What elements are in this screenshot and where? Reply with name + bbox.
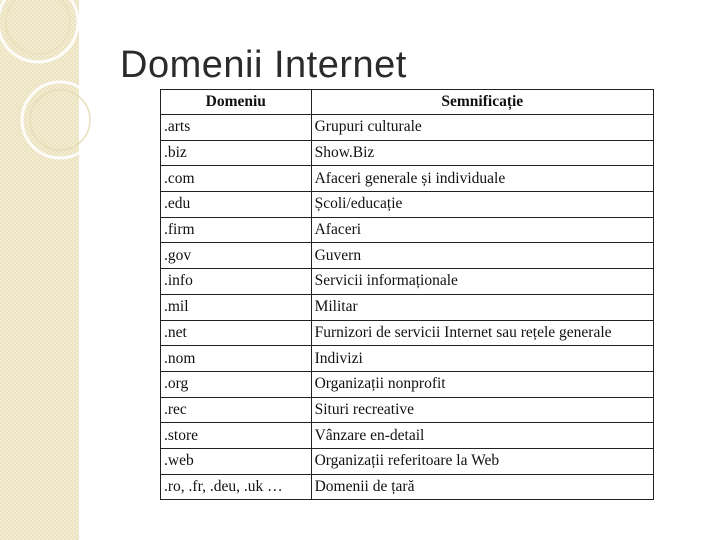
domain-cell: .store bbox=[161, 423, 312, 449]
domain-cell: .com bbox=[161, 166, 312, 192]
domain-cell: .gov bbox=[161, 243, 312, 269]
meaning-cell: Militar bbox=[311, 294, 653, 320]
meaning-cell: Guvern bbox=[311, 243, 653, 269]
domain-cell: .net bbox=[161, 320, 312, 346]
table-row bbox=[161, 140, 654, 166]
table-row bbox=[161, 474, 654, 500]
meaning-cell: Furnizori de servicii Internet sau rețele generale bbox=[311, 320, 653, 346]
table-row bbox=[161, 192, 654, 218]
meaning-cell: Show.Biz bbox=[311, 140, 653, 166]
table-row bbox=[161, 448, 654, 474]
domain-cell: .arts bbox=[161, 115, 312, 141]
domains-table bbox=[160, 89, 654, 500]
domain-cell: .edu bbox=[161, 192, 312, 218]
meaning-cell: Grupuri culturale bbox=[311, 115, 653, 141]
table-row bbox=[161, 371, 654, 397]
domain-cell: .web bbox=[161, 448, 312, 474]
meaning-cell: Indivizi bbox=[311, 346, 653, 372]
table-row bbox=[161, 217, 654, 243]
table-row bbox=[161, 320, 654, 346]
column-header-meaning: Semnificație bbox=[311, 90, 653, 115]
table-row bbox=[161, 346, 654, 372]
table-row bbox=[161, 397, 654, 423]
column-header-domain: Domeniu bbox=[161, 90, 312, 115]
table-row bbox=[161, 269, 654, 295]
table-row bbox=[161, 115, 654, 141]
meaning-cell: Situri recreative bbox=[311, 397, 653, 423]
meaning-cell: Vânzare en-detail bbox=[311, 423, 653, 449]
meaning-cell: Organizații referitoare la Web bbox=[311, 448, 653, 474]
table-row bbox=[161, 166, 654, 192]
domain-cell: .ro, .fr, .deu, .uk … bbox=[161, 474, 312, 500]
domain-cell: .nom bbox=[161, 346, 312, 372]
domain-cell: .mil bbox=[161, 294, 312, 320]
table-row bbox=[161, 423, 654, 449]
meaning-cell: Școli/educație bbox=[311, 192, 653, 218]
domain-cell: .info bbox=[161, 269, 312, 295]
meaning-cell: Organizații nonprofit bbox=[311, 371, 653, 397]
meaning-cell: Afaceri generale și individuale bbox=[311, 166, 653, 192]
domain-cell: .org bbox=[161, 371, 312, 397]
table-body bbox=[161, 115, 654, 500]
table-row bbox=[161, 243, 654, 269]
domain-cell: .biz bbox=[161, 140, 312, 166]
domain-cell: .rec bbox=[161, 397, 312, 423]
meaning-cell: Domenii de țară bbox=[311, 474, 653, 500]
domain-cell: .firm bbox=[161, 217, 312, 243]
meaning-cell: Afaceri bbox=[311, 217, 653, 243]
table-header-row bbox=[161, 90, 654, 115]
table-row bbox=[161, 294, 654, 320]
decorative-side-strip bbox=[0, 0, 79, 540]
slide-title: Domenii Internet bbox=[120, 44, 407, 86]
meaning-cell: Servicii informaționale bbox=[311, 269, 653, 295]
